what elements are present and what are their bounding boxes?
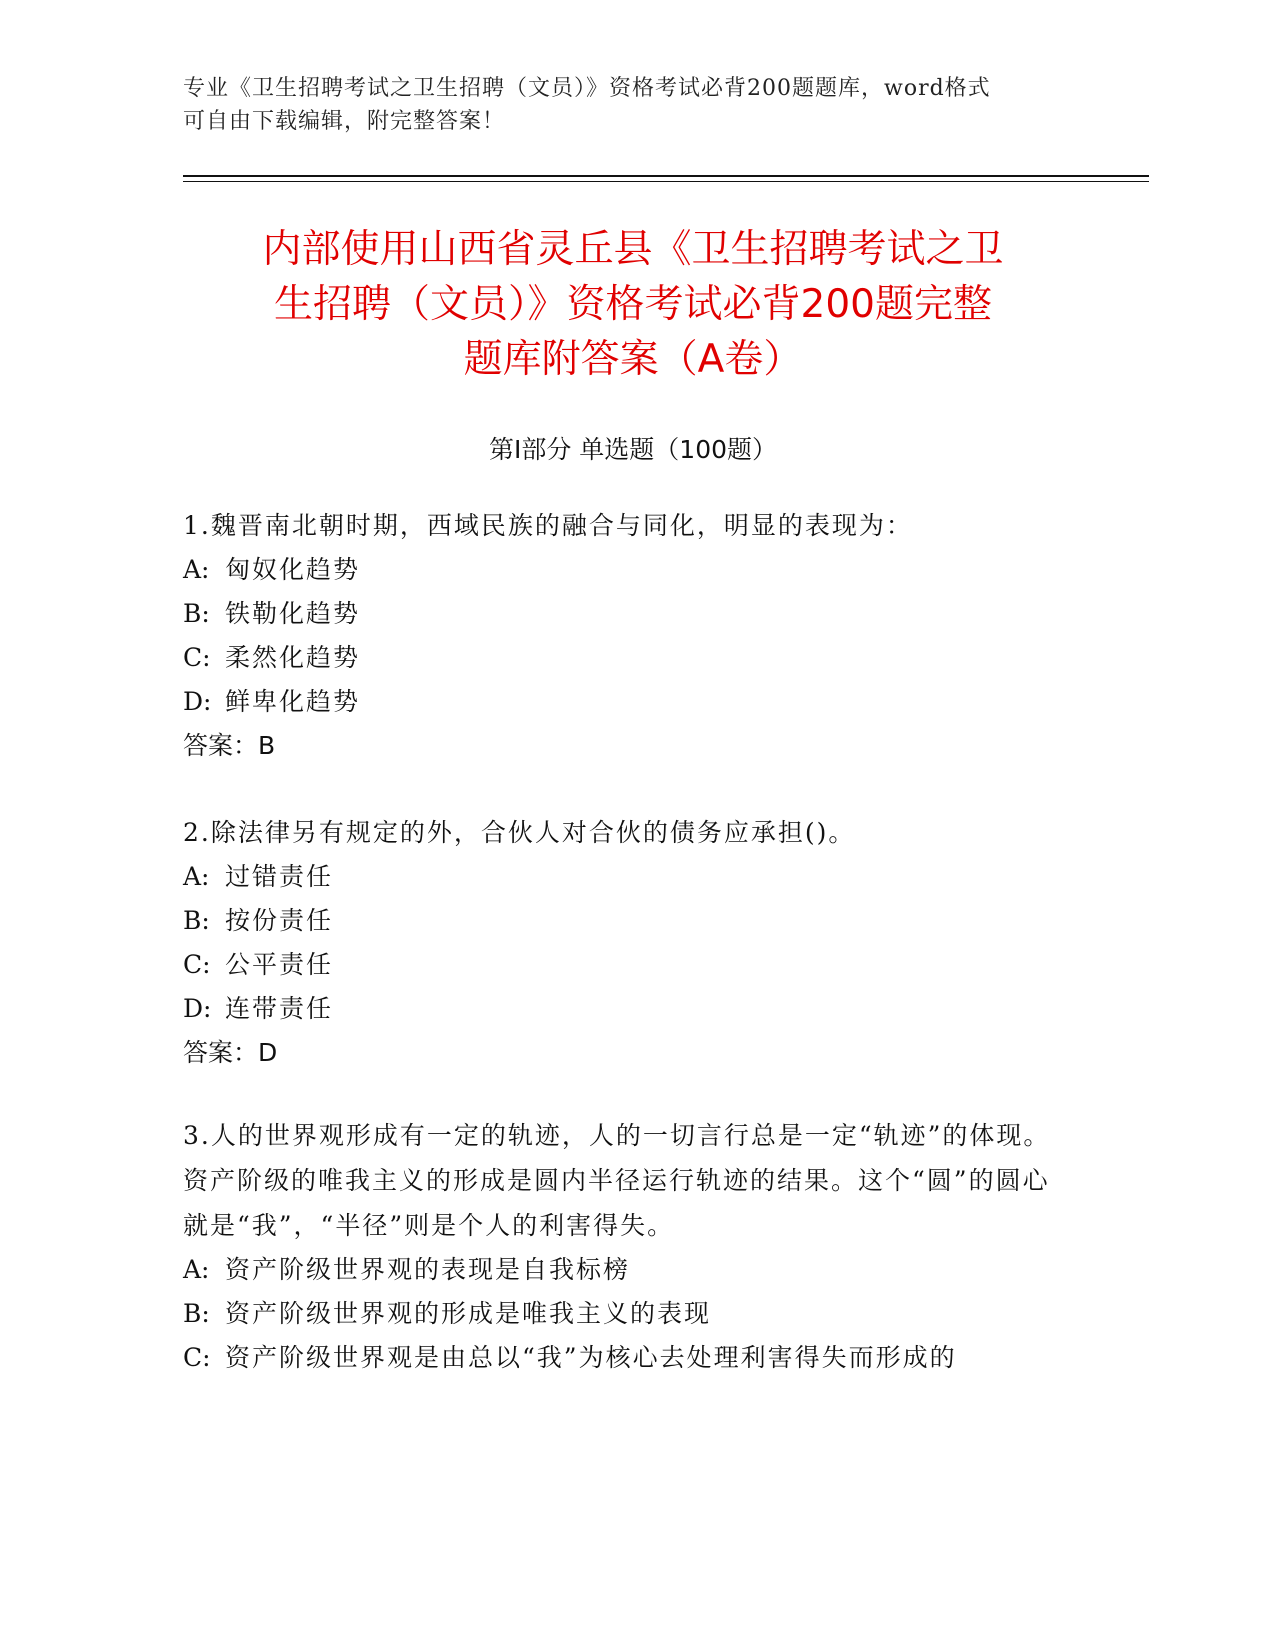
option-letter: B:: [183, 599, 210, 628]
option-a: [183, 548, 1063, 592]
document-title: [183, 222, 1083, 387]
header-note: [183, 72, 1063, 138]
option-a: [183, 1248, 1063, 1292]
option-c: [183, 636, 1063, 680]
question-3: [183, 1113, 1063, 1380]
document-title-line-3: 题库附答案（A卷）: [463, 337, 803, 382]
option-text: 匈奴化趋势: [225, 555, 361, 584]
option-letter: C:: [183, 643, 211, 672]
header-note-line-1: 专业《卫生招聘考试之卫生招聘（文员）》资格考试必背200题题库，word格式: [183, 76, 991, 101]
option-text: 鲜卑化趋势: [225, 687, 361, 716]
answer-line: 答案：B: [183, 731, 276, 760]
header-divider-thin: [183, 181, 1149, 182]
option-letter: C:: [183, 950, 211, 979]
option-c: [183, 1336, 1063, 1380]
document-title-line-1: 内部使用山西省灵丘县《卫生招聘考试之卫: [262, 227, 1004, 272]
option-b: [183, 1292, 1063, 1336]
header-divider-thick: [183, 175, 1149, 177]
option-c: [183, 943, 1063, 987]
option-d: [183, 680, 1063, 724]
question-stem: 3.人的世界观形成有一定的轨迹，人的一切言行总是一定“轨迹”的体现。资产阶级的唯我主义的形成是圆内半径运行轨迹的结果。这个“圆”的圆心就是“我”，“半径”则是个人的利害得失。: [183, 1121, 1051, 1240]
question-stem: 2.除法律另有规定的外，合伙人对合伙的债务应承担()。: [183, 818, 856, 847]
option-text: 公平责任: [225, 950, 334, 979]
option-letter: D:: [183, 994, 212, 1023]
document-title-line-2: 生招聘（文员）》资格考试必背200题完整: [274, 282, 992, 327]
option-letter: B:: [183, 906, 210, 935]
option-text: 连带责任: [225, 994, 334, 1023]
answer-line: 答案：D: [183, 1038, 278, 1067]
option-letter: A:: [183, 1255, 210, 1284]
option-text: 资产阶级世界观是由总以“我”为核心去处理利害得失而形成的: [225, 1343, 957, 1372]
option-text: 资产阶级世界观的表现是自我标榜: [225, 1255, 631, 1284]
section-title: 第Ⅰ部分 单选题（100题）: [488, 435, 778, 464]
option-text: 资产阶级世界观的形成是唯我主义的表现: [225, 1299, 712, 1328]
option-text: 柔然化趋势: [225, 643, 361, 672]
header-note-line-2: 可自由下载编辑，附完整答案！: [183, 109, 506, 134]
question-1: [183, 503, 1063, 768]
option-text: 铁勒化趋势: [225, 599, 361, 628]
option-b: [183, 899, 1063, 943]
option-b: [183, 592, 1063, 636]
option-letter: D:: [183, 687, 212, 716]
option-letter: A:: [183, 555, 210, 584]
option-d: [183, 987, 1063, 1031]
question-2: [183, 810, 1063, 1075]
option-letter: A:: [183, 862, 210, 891]
option-a: [183, 855, 1063, 899]
option-letter: C:: [183, 1343, 211, 1372]
option-text: 按份责任: [225, 906, 334, 935]
option-text: 过错责任: [225, 862, 334, 891]
question-stem: 1.魏晋南北朝时期，西域民族的融合与同化，明显的表现为：: [183, 511, 913, 540]
option-letter: B:: [183, 1299, 210, 1328]
